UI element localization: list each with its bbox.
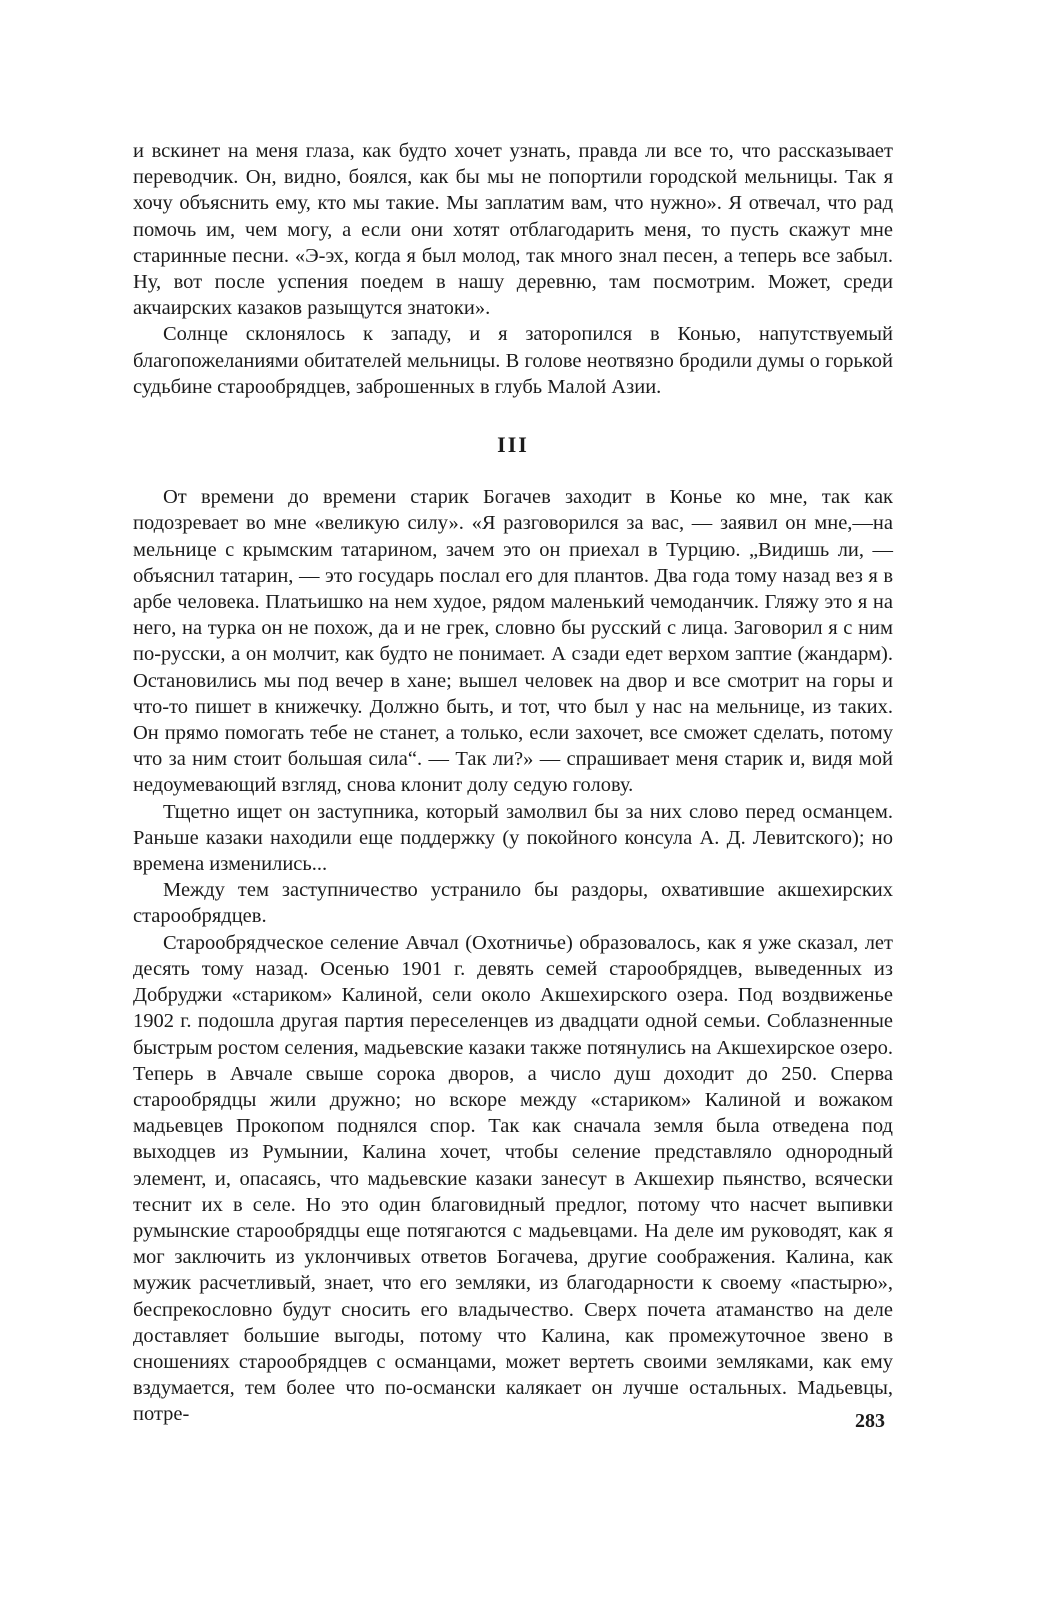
page-number: 283 (855, 1410, 885, 1432)
paragraph-2: Солнце склонялось к западу, и я заторопился в Конью, напутствуемый благопожеланиями обитателей мельницы. В голове неотвязно бродили думы о горькой судьбине старообрядцев, заброшенных в глубь Малой Азии. (133, 323, 893, 398)
paragraph-1: и вскинет на меня глаза, как будто хочет узнать, правда ли все то, что рассказывает переводчик. Он, видно, боялся, как бы мы не попортили городской мельницы. Так я хочу объяснить ему, кто мы такие. Мы заплатим вам, что нужно». Я отвечал, что рад помочь им, чем могу, а если они хотят отблагодарить меня, то пусть скажут мне старинные песни. «Э-эх, когда я был молод, так много знал песен, а теперь все забыл. Ну, вот после успения поедем в нашу деревню, там посмотрим. Может, среди акчаирских казаков разыщутся знатоки». (133, 140, 893, 320)
paragraph-4: Тщетно ищет он заступника, который замолвил бы за них слово перед османцем. Раньше казаки находили еще поддержку (у покойного консула А. Д. Левитского); но времена изменились... (133, 800, 893, 876)
paragraph-5: Между тем заступничество устранило бы раздоры, охватившие акшехирских старообрядцев. (133, 879, 893, 928)
paragraph-3: От времени до времени старик Богачев заходит в Конье ко мне, так как подозревает во мне «великую силу». «Я разговорился за вас, — заявил он мне,—на мельнице с крымским татарином, зачем это он приехал в Турцию. „Видишь ли, — объяснил татарин, — это государь послал его для плантов. Два года тому назад вез я в арбе человека. Платьишко на нем худое, рядом маленький чемоданчик. Гляжу это я на него, на турка он не похож, да и не грек, словно бы русский с лица. Заговорил я с ним по-русски, а он молчит, как будто не понимает. А сзади едет верхом заптие (жандарм). Остановились мы под вечер в хане; вышел человек на двор и все смотрит на горы и что-то пишет в книжечку. Должно быть, и тот, что был у нас на мельнице, из таких. Он прямо помогать тебе не станет, а только, если захочет, все сможет сделать, потому что за ним стоит большая сила“. — Так ли?» — спрашивает меня старик и, видя мой недоумевающий взгляд, снова клонит долу седую голову. (133, 486, 893, 797)
section-heading: III (497, 432, 529, 458)
page-body (133, 138, 893, 1428)
paragraph-6: Старообрядческое селение Авчал (Охотничье) образовалось, как я уже сказал, лет десять тому назад. Осенью 1901 г. девять семей старообрядцев, выведенных из Добруджи «стариком» Калиной, сели около Акшехирского озера. Под воздвиженье 1902 г. подошла другая партия переселенцев из двадцати одной семьи. Соблазненные быстрым ростом селения, мадьевские казаки также потянулись на Акшехирское озеро. Теперь в Авчале свыше сорока дворов, а число душ доходит до 250. Сперва старообрядцы жили дружно; но вскоре между «стариком» Калиной и вожаком мадьевцев Прокопом поднялся спор. Так как сначала земля была отведена под выходцев из Румынии, Калина хочет, чтобы селение представляло однородный элемент, и, опасаясь, что мадьевские казаки занесут в Акшехир пьянство, всячески теснит их в селе. Но это один благовидный предлог, потому что насчет выпивки румынские старообрядцы еще потягаются с мадьевцами. На деле им руководят, как я мог заключить из уклончивых ответов Богачева, другие соображения. Калина, как мужик расчетливый, знает, что его земляки, из благодарности к своему «пастырю», беспрекословно будут сносить его владычество. Сверх почета атаманство на деле доставляет большие выгоды, потому что Калина, как промежуточное звено в сношениях старообрядцев с османцами, может вертеть своими земляками, как ему вздумается, тем более что по-османски калякает он лучше остальных. Мадьевцы, потре- (133, 931, 893, 1426)
